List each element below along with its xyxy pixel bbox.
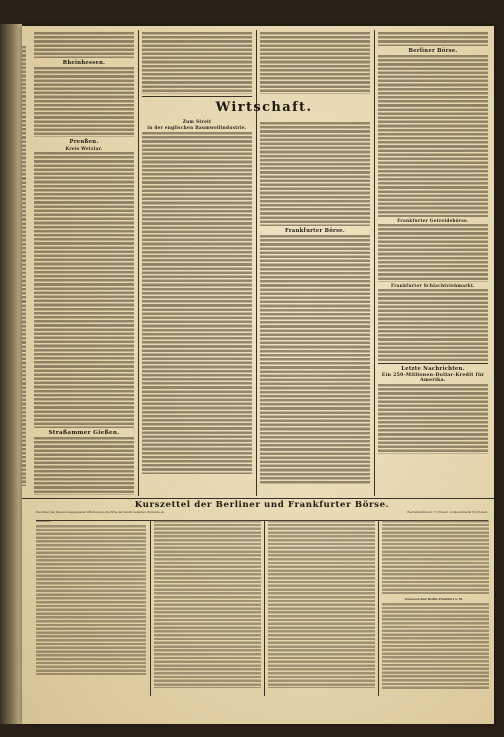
table-rows [382, 520, 489, 594]
table-column [378, 520, 489, 696]
newspaper-page [22, 26, 494, 724]
column-1 [34, 32, 134, 495]
article-text [378, 32, 488, 46]
sub-streit-title: Zum Streit [182, 118, 212, 124]
article-text [34, 32, 134, 58]
article-text [34, 437, 134, 495]
article-text [142, 132, 252, 474]
table-title: Kurszettel der Berliner und Frankfurter Börse. [134, 500, 390, 510]
sub-schlachtviehmarkt: Frankfurter Schlachtviehmarkt. [391, 283, 475, 288]
table-column [264, 520, 375, 696]
article-text [260, 32, 370, 94]
heading-strassammer: Straßammer Gießen. [48, 430, 120, 436]
sub-anleihe: Ein 250-Millionen-Dollar-Kredit für Amerika. [381, 372, 485, 383]
article-text [378, 289, 488, 361]
column-4 [378, 32, 488, 454]
table-rows [382, 603, 489, 689]
table-subtitle-right: Reichsbankdiskont 7,5 Prozent, Lombardzinsfuß 8,5 Prozent. [407, 511, 488, 514]
sub-kreis-wetzlar: Kreis Wetzlar. [65, 146, 103, 151]
heading-wirtschaft: Wirtschaft. [215, 99, 313, 115]
heading-preussen: Preußen. [69, 139, 99, 145]
heading-rule [378, 363, 488, 364]
article-text [260, 235, 370, 485]
kurszettel-table [36, 500, 488, 698]
heading-letzte-nachrichten: Letzte Nachrichten. [401, 365, 465, 372]
column-rule [374, 30, 375, 496]
column-rule [138, 30, 139, 496]
article-text [378, 55, 488, 217]
heading-rule [142, 96, 252, 97]
cropped-edge-column [22, 46, 28, 486]
table-label-kursvorschau: Kursvorschau Berlin–Frankfurt a. M. [405, 597, 463, 601]
table-column [150, 520, 261, 696]
article-text [34, 67, 134, 137]
column-2 [142, 32, 313, 474]
table-rows [154, 520, 261, 688]
article-text [260, 122, 370, 226]
table-subtitle-left: Die hinter den Papieren angegebenen Ziffern geben die Höhe der zuletzt bezahlten Dividende an. [36, 511, 165, 514]
heading-berliner-boerse: Berliner Börse. [408, 48, 458, 54]
table-label-bankaktien: Bankaktien [36, 520, 51, 523]
article-text [34, 152, 134, 428]
column-3 [260, 32, 370, 485]
table-rows [268, 520, 375, 688]
table-column [36, 520, 146, 696]
article-text [142, 32, 252, 94]
sub-getreide: Frankfurter Getreidebörse. [397, 218, 469, 223]
sub-streit-subtitle: in der englischen Baumwollindustrie. [147, 124, 247, 130]
heading-rheinhessen: Rheinhessen. [62, 60, 106, 66]
section-rule [22, 498, 494, 499]
table-rows [36, 525, 146, 675]
heading-frankfurter-boerse: Frankfurter Börse. [284, 228, 346, 234]
binding-edge [0, 24, 22, 724]
article-text [378, 384, 488, 454]
article-text [378, 224, 488, 282]
